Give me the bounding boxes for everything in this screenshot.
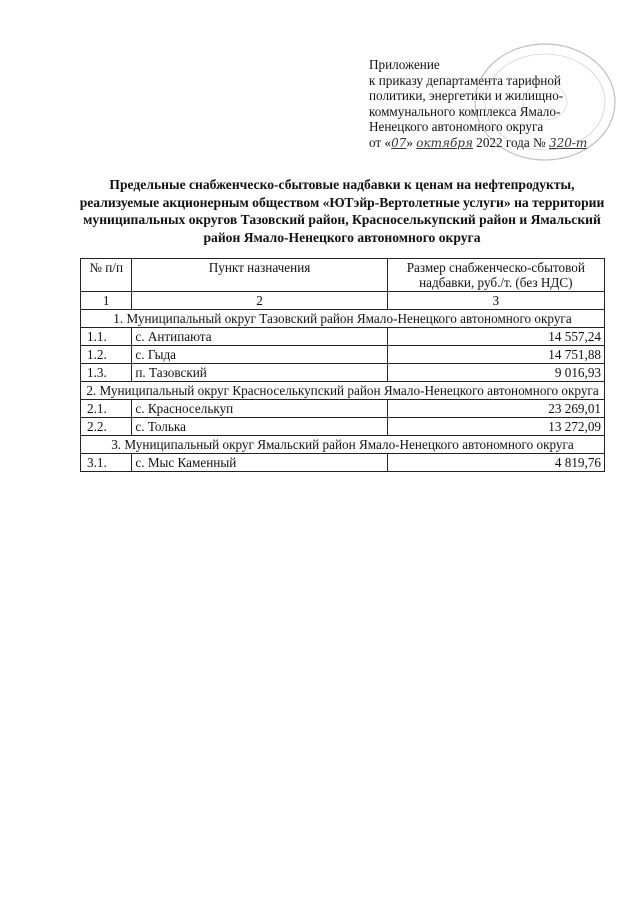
table-header-row [81,259,605,292]
document-title: Предельные снабженческо-сбытовые надбавки к ценам на нефтепродукты, реализуемые акционерным обществом «ЮТэйр-Вертолетные услуги» на территории муниципальных округов Тазовский район, Красноселькупский район и Ямальский район Ямало-Ненецкого автономного округа [79,177,605,245]
section-row [81,382,605,400]
row-num: 1.3. [81,364,132,382]
table-row [81,346,605,364]
appendix-line: Приложение [369,57,440,72]
appendix-line: к приказу департамента тарифной [369,72,561,88]
section-title: 1. Муниципальный округ Тазовский район Ямало-Ненецкого автономного округа [81,310,605,328]
date-prefix: от « [369,134,392,150]
appendix-line: коммунального комплекса Ямало- [369,103,561,119]
row-destination: п. Тазовский [132,364,387,382]
row-destination: с. Красноселькуп [132,400,387,418]
row-value: 4 819,76 [387,454,604,472]
row-value: 9 016,93 [387,364,604,382]
row-value: 23 269,01 [387,400,604,418]
index-cell: 3 [387,292,604,310]
appendix-line: Ненецкого автономного округа [369,119,544,134]
date-month: октября [416,135,473,150]
row-destination: с. Толька [132,418,387,436]
row-destination: с. Антипаюта [132,328,387,346]
table-row [81,328,605,346]
table-row [81,454,605,472]
header-markup-size: Размер снабженческо-сбытовой надбавки, руб./т. (без НДС) [387,259,604,292]
appendix-line: политики, энергетики и жилищно- [369,88,564,103]
section-title: 2. Муниципальный округ Красноселькупский район Ямало-Ненецкого автономного округа [81,382,605,400]
row-num: 2.1. [81,400,132,418]
table-index-row [81,292,605,310]
table-row [81,418,605,436]
order-date-line [369,135,619,152]
header-destination: Пункт назначения [132,259,387,292]
section-row [81,310,605,328]
section-row [81,436,605,454]
order-number: 320-т [548,135,588,150]
index-cell: 1 [81,292,132,310]
row-value: 14 751,88 [387,346,604,364]
row-destination: с. Мыс Каменный [132,454,387,472]
table-row [81,364,605,382]
appendix-block [369,57,619,151]
table-row [81,400,605,418]
markup-table [80,258,605,472]
row-num: 1.2. [81,346,132,364]
section-title: 3. Муниципальный округ Ямальский район Ямало-Ненецкого автономного округа [81,436,605,454]
date-day: 07 [391,135,407,150]
row-destination: с. Гыда [132,346,387,364]
row-value: 14 557,24 [387,328,604,346]
row-num: 3.1. [81,454,132,472]
row-num: 2.2. [81,418,132,436]
row-value: 13 272,09 [387,418,604,436]
row-num: 1.1. [81,328,132,346]
date-suffix: 2022 года № [476,134,546,150]
date-mid: » [406,134,413,150]
index-cell: 2 [132,292,387,310]
header-num: № п/п [81,259,132,292]
